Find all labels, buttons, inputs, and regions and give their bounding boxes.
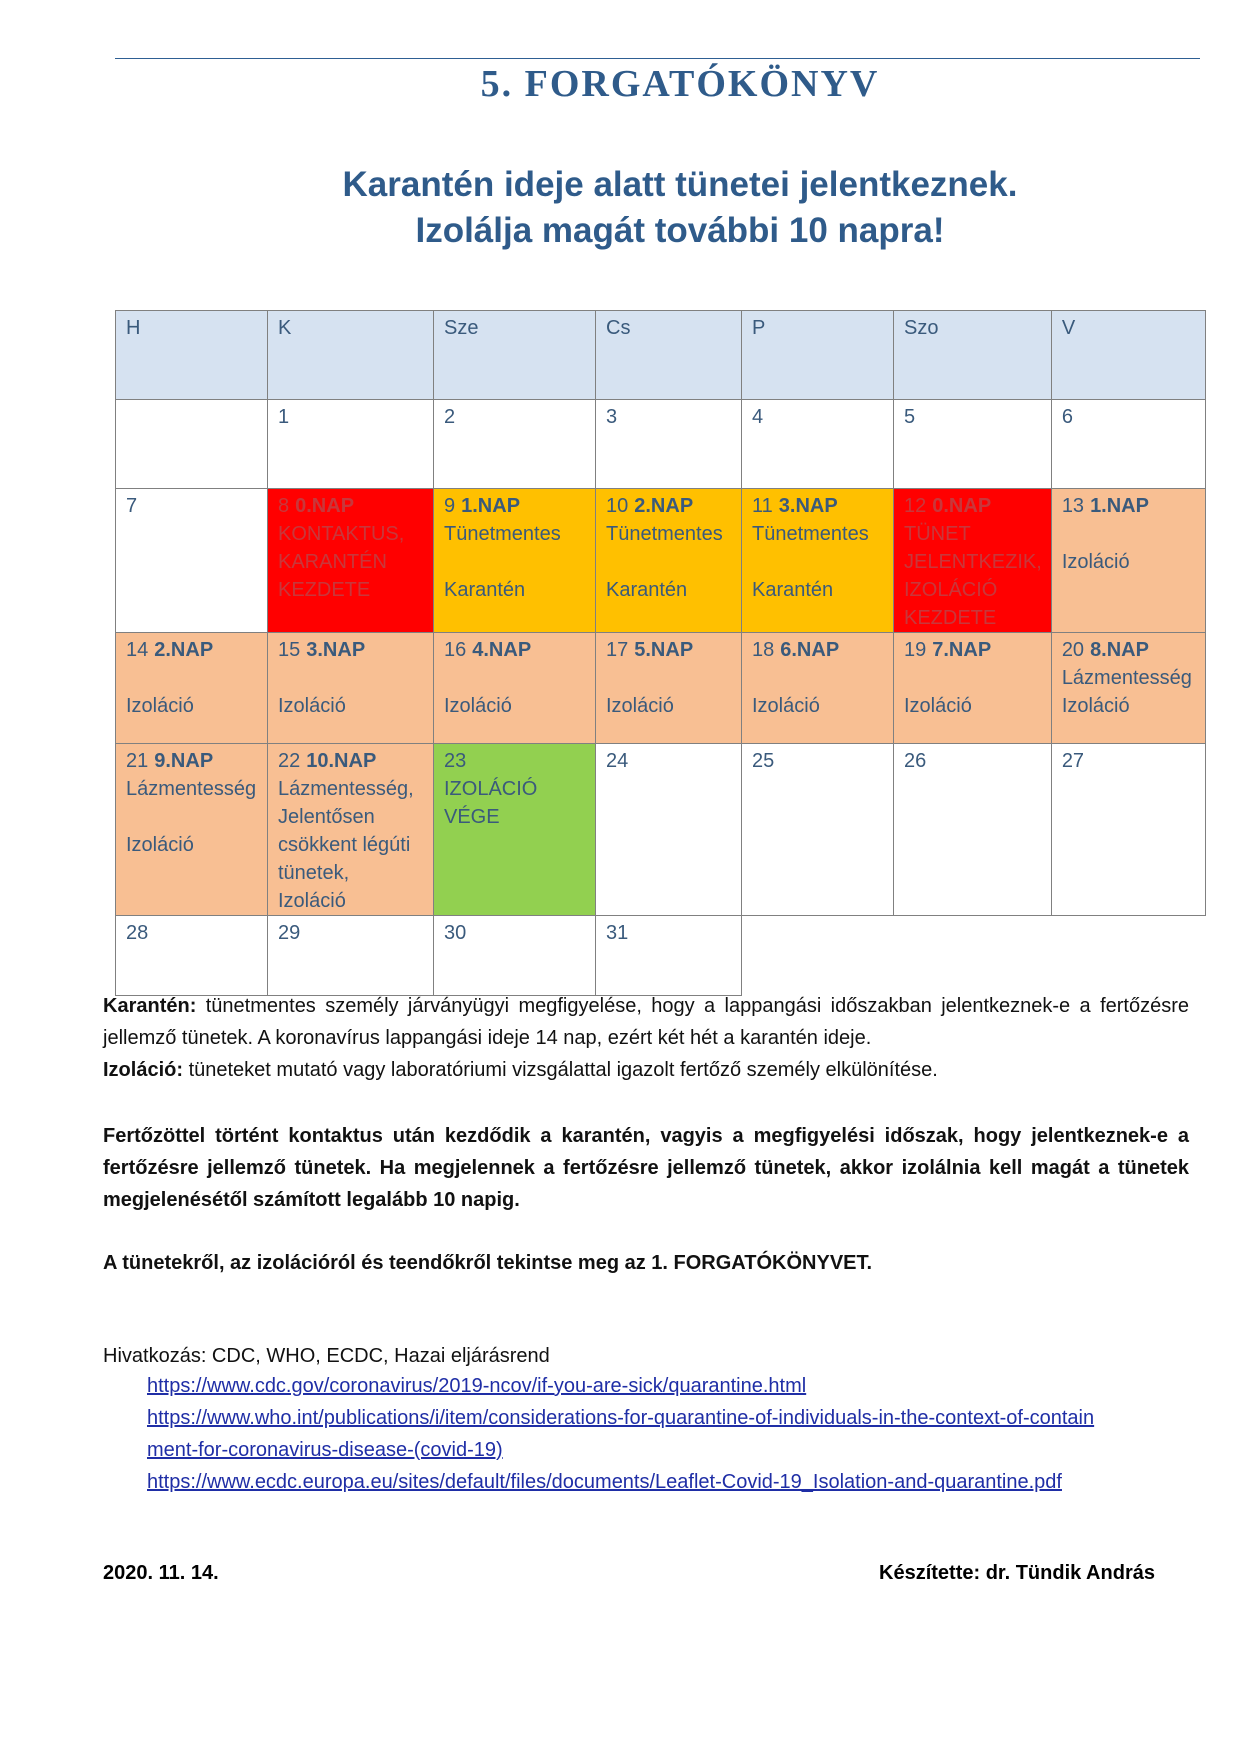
day-status-text: Izoláció xyxy=(904,695,972,717)
day-nap-label: 3.NAP xyxy=(778,495,838,517)
day-heading xyxy=(278,403,424,431)
day-status-text: IZOLÁCIÓ VÉGE xyxy=(444,778,538,828)
day-number: 28 xyxy=(126,922,149,944)
weekday-header: K xyxy=(268,311,434,400)
day-number: 27 xyxy=(1061,750,1085,772)
empty-cell xyxy=(1051,916,1205,996)
day-number: 9 xyxy=(444,495,456,517)
day-number: 1 xyxy=(278,406,290,428)
calendar-day-cell xyxy=(742,489,894,633)
subtitle-line-1: Karantén ideje alatt tünetei jelentkeznek. xyxy=(342,165,1018,204)
day-status-text: Izoláció xyxy=(752,695,820,717)
calendar-day-cell xyxy=(116,633,268,744)
day-number: 4 xyxy=(752,406,764,428)
day-number: 25 xyxy=(752,750,775,772)
day-status-text: Izoláció xyxy=(1061,551,1130,573)
day-heading xyxy=(752,747,884,775)
calendar-table xyxy=(115,310,1206,996)
day-number: 24 xyxy=(606,750,629,772)
day-heading xyxy=(444,403,586,431)
day-heading xyxy=(1062,747,1196,775)
day-number: 3 xyxy=(606,406,618,428)
day-heading xyxy=(444,636,586,664)
day-heading xyxy=(606,492,732,520)
day-nap-label: 9.NAP xyxy=(154,750,214,772)
reference-link-who[interactable]: https://www.who.int/publications/i/item/considerations-for-quarantine-of-individuals-in-the-context-of-containment-for-coronavirus-disease-(covid-19) xyxy=(147,1407,1095,1461)
reference-links xyxy=(147,1370,1097,1498)
calendar-weekday-row xyxy=(116,311,1206,400)
day-number: 11 xyxy=(752,495,773,517)
day-number: 6 xyxy=(1061,406,1073,428)
day-nap-label: 2.NAP xyxy=(154,639,214,661)
day-heading xyxy=(904,747,1042,775)
day-heading xyxy=(278,747,424,775)
day-nap-label: 3.NAP xyxy=(306,639,366,661)
day-nap-label: 0.NAP xyxy=(295,495,355,517)
day-number: 7 xyxy=(126,495,138,517)
calendar-day-cell xyxy=(742,744,894,916)
calendar-day-cell xyxy=(596,916,742,996)
calendar-day-cell xyxy=(596,633,742,744)
day-nap-label: 1.NAP xyxy=(1090,495,1149,517)
calendar-day-cell xyxy=(1051,744,1205,916)
day-heading xyxy=(126,492,258,520)
day-heading xyxy=(606,919,732,947)
calendar-day-cell xyxy=(116,916,268,996)
footer-date: 2020. 11. 14. xyxy=(103,1562,219,1584)
day-heading xyxy=(606,636,732,664)
page-subtitle xyxy=(0,162,1240,254)
calendar-day-cell xyxy=(434,489,596,633)
day-heading xyxy=(278,636,424,664)
day-heading xyxy=(126,636,258,664)
day-heading xyxy=(126,403,258,431)
calendar-day-cell xyxy=(268,489,434,633)
day-heading xyxy=(278,492,424,520)
calendar-day-cell xyxy=(116,489,268,633)
day-heading xyxy=(278,919,424,947)
calendar-day-cell xyxy=(434,633,596,744)
day-number: 30 xyxy=(444,922,467,944)
day-heading xyxy=(1062,636,1196,664)
day-heading xyxy=(904,403,1042,431)
day-number: 10 xyxy=(606,495,629,517)
day-status-text: Izoláció xyxy=(606,695,674,717)
calendar-day-cell xyxy=(268,400,434,489)
day-number: 21 xyxy=(126,750,149,772)
day-status-text: Izoláció xyxy=(278,695,346,717)
day-number: 18 xyxy=(752,639,775,661)
day-status-text: Tünetmentes Karantén xyxy=(444,523,561,601)
calendar-day-cell xyxy=(596,744,742,916)
day-number: 8 xyxy=(278,495,290,517)
day-heading xyxy=(752,403,884,431)
calendar-day-cell xyxy=(894,400,1052,489)
day-heading xyxy=(126,919,258,947)
weekday-header: P xyxy=(742,311,894,400)
day-nap-label: 7.NAP xyxy=(932,639,992,661)
day-heading xyxy=(752,492,884,520)
calendar-week-row xyxy=(116,633,1206,744)
references-label: Hivatkozás: CDC, WHO, ECDC, Hazai eljárásrend xyxy=(103,1345,550,1367)
day-status-text: Izoláció xyxy=(126,695,194,717)
calendar-day-cell xyxy=(434,916,596,996)
day-status-text: Tünetmentes Karantén xyxy=(606,523,723,601)
day-heading xyxy=(904,492,1042,520)
day-number: 29 xyxy=(278,922,301,944)
calendar-day-cell xyxy=(894,489,1052,633)
day-status-text: Izoláció xyxy=(444,695,512,717)
subtitle-line-2: Izolálja magát további 10 napra! xyxy=(415,211,945,250)
calendar-day-cell xyxy=(1051,489,1205,633)
day-number: 20 xyxy=(1061,639,1085,661)
day-number: 5 xyxy=(904,406,916,428)
footer-author: Készítette: dr. Tündik András xyxy=(879,1562,1155,1584)
day-number: 14 xyxy=(126,639,149,661)
calendar-day-cell xyxy=(116,744,268,916)
calendar-day-cell xyxy=(894,633,1052,744)
day-heading xyxy=(606,747,732,775)
reference-note: A tünetekről, az izolációról és teendőkről tekintse meg az 1. FORGATÓKÖNYVET. xyxy=(103,1252,873,1274)
day-heading xyxy=(126,747,258,775)
calendar-day-cell xyxy=(596,489,742,633)
day-number: 26 xyxy=(904,750,927,772)
day-number: 19 xyxy=(904,639,927,661)
calendar-day-cell xyxy=(894,744,1052,916)
calendar-week-row xyxy=(116,916,1206,996)
day-nap-label: 10.NAP xyxy=(306,750,377,772)
empty-cell xyxy=(894,916,1052,996)
day-number: 13 xyxy=(1061,495,1085,517)
day-status-text: Lázmentesség Izoláció xyxy=(1061,667,1192,717)
calendar-day-cell xyxy=(1051,633,1205,744)
day-nap-label: 5.NAP xyxy=(634,639,694,661)
calendar-day-cell xyxy=(268,744,434,916)
day-number: 2 xyxy=(444,406,456,428)
day-number: 12 xyxy=(904,495,927,517)
day-nap-label: 0.NAP xyxy=(932,495,992,517)
calendar-day-cell xyxy=(596,400,742,489)
day-number: 23 xyxy=(444,750,467,772)
day-heading xyxy=(444,919,586,947)
page-title: 5. FORGATÓKÖNYV xyxy=(480,63,880,105)
reference-link-ecdc[interactable]: https://www.ecdc.europa.eu/sites/default/files/documents/Leaflet-Covid-19_Isolation-and-quarantine.pdf xyxy=(147,1471,1062,1493)
day-heading xyxy=(1062,492,1196,520)
day-heading xyxy=(444,747,586,775)
calendar-week-row xyxy=(116,400,1206,489)
calendar-day-cell xyxy=(268,633,434,744)
definitions xyxy=(103,990,1189,1086)
day-number: 22 xyxy=(278,750,301,772)
day-heading xyxy=(1062,403,1196,431)
bold-paragraph: Fertőzöttel történt kontaktus után kezdődik a karantén, vagyis a megfigyelési időszak, hogy jelentkeznek-e a fertőzésre jellemző tünetek. Ha megjelennek a fertőzésre jellemző tünetek, akkor izolálnia kell magát a tünetek megjelenésétől számított legalább 10 napig. xyxy=(103,1125,1189,1211)
day-number: 15 xyxy=(278,639,301,661)
weekday-header: V xyxy=(1051,311,1205,400)
day-nap-label: 1.NAP xyxy=(461,495,521,517)
day-number: 31 xyxy=(606,922,629,944)
calendar-day-cell xyxy=(434,400,596,489)
calendar-day-cell xyxy=(434,744,596,916)
weekday-header: H xyxy=(116,311,268,400)
definition-izolacio: Izoláció: tüneteket mutató vagy laboratóriumi vizsgálattal igazolt fertőző személy elkülönítése. xyxy=(103,1059,938,1081)
day-heading xyxy=(752,636,884,664)
day-heading xyxy=(904,636,1042,664)
day-nap-label: 6.NAP xyxy=(780,639,840,661)
calendar-week-row xyxy=(116,744,1206,916)
day-nap-label: 4.NAP xyxy=(472,639,532,661)
day-status-text: KONTAKTUS, KARANTÉN KEZDETE xyxy=(278,523,405,601)
day-number: 17 xyxy=(606,639,629,661)
header-rule xyxy=(115,58,1200,59)
reference-link-cdc[interactable]: https://www.cdc.gov/coronavirus/2019-ncov/if-you-are-sick/quarantine.html xyxy=(147,1375,807,1397)
day-status-text: Lázmentesség Izoláció xyxy=(126,778,257,856)
day-status-text: Lázmentesség, Jelentősen csökkent légúti tünetek, Izoláció xyxy=(278,778,414,912)
calendar-week-row xyxy=(116,489,1206,633)
weekday-header: Sze xyxy=(434,311,596,400)
weekday-header: Cs xyxy=(596,311,742,400)
weekday-header: Szo xyxy=(894,311,1052,400)
day-status-text: TÜNET JELENTKEZIK, IZOLÁCIÓ KEZDETE xyxy=(904,523,1042,629)
calendar-day-cell xyxy=(1051,400,1205,489)
day-nap-label: 2.NAP xyxy=(634,495,694,517)
calendar-day-cell xyxy=(116,400,268,489)
day-number: 16 xyxy=(444,639,467,661)
day-status-text: Tünetmentes Karantén xyxy=(752,523,869,601)
calendar-day-cell xyxy=(742,400,894,489)
definition-karanten: Karantén: tünetmentes személy járványügyi megfigyelése, hogy a lappangási időszakban jelentkeznek-e a fertőzésre jellemző tünetek. A koronavírus lappangási ideje 14 nap, ezért két hét a karantén ideje. xyxy=(103,995,1189,1049)
empty-cell xyxy=(742,916,894,996)
day-nap-label: 8.NAP xyxy=(1090,639,1149,661)
day-heading xyxy=(606,403,732,431)
calendar-day-cell xyxy=(742,633,894,744)
day-heading xyxy=(444,492,586,520)
calendar-day-cell xyxy=(268,916,434,996)
